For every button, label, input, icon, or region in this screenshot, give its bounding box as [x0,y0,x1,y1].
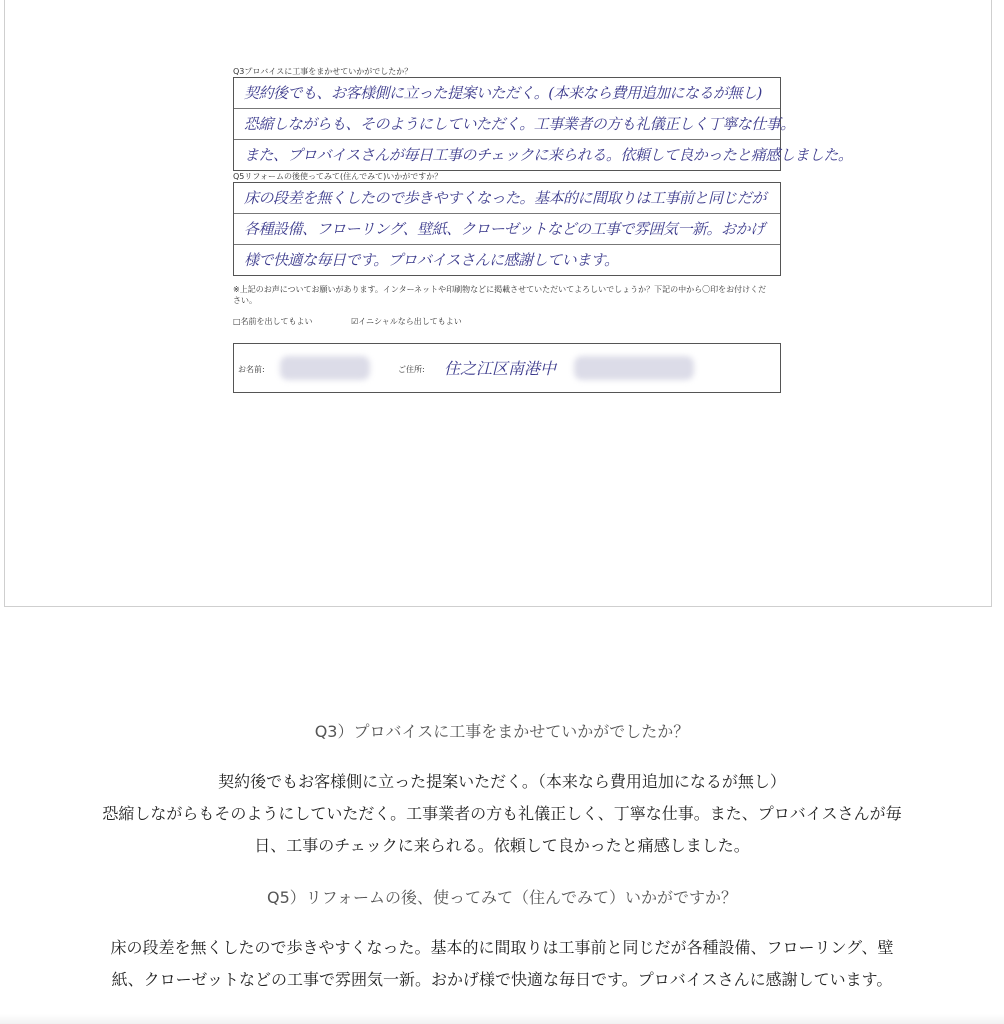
q5-answer-box [233,182,781,276]
q5-answer: 床の段差を無くしたので歩きやすくなった。基本的に間取りは工事前と同じだが各種設備、フローリング、壁 紙、クローゼットなどの工事で雰囲気一新。おかげ様で快適な毎日です。プロバイスさんに感謝しています。 [110,938,894,989]
handwritten-line: 恐縮しながらも、そのようにしていただく。工事業者の方も礼儀正しく丁寧な仕事。 [234,109,780,140]
scanned-form-frame [4,0,992,607]
handwritten-line: 各種設備、フローリング、壁紙、クローゼットなどの工事で雰囲気一新。おかげ [234,214,780,245]
handwritten-line: また、プロバイスさんが毎日工事のチェックに来られる。依頼して良かったと痛感しました。 [244,146,853,164]
testimonial-article [0,712,1004,996]
handwritten-line: 様で快適な毎日です。プロバイスさんに感謝しています。 [244,251,619,269]
permission-note: ※上記のお声についてお願いがあります。インターネットや印刷物などに掲載させていただいてよろしいでしょうか？下記の中から〇印をお付けください。 [233,285,767,305]
q5-caption: Q5リフォームの後使ってみて(住んでみて)いかがですか？ [233,172,443,181]
bottom-fade [0,1014,1004,1024]
q3-answer: 契約後でもお客様側に立った提案いただく。（本来なら費用追加になるが無し） 恐縮しながらもそのようにしていただく。工事業者の方も礼儀正しく、丁寧な仕事。また、プロバイスさんが毎 日、工事のチェックに来られる。依頼して良かったと痛感しました。 [102,772,902,855]
handwritten-line: 契約後でも、お客様側に立った提案いただく。(本来なら費用追加になるが無し) [234,78,780,109]
handwritten-line: 床の段差を無くしたので歩きやすくなった。基本的に間取りは工事前と同じだが [234,183,780,214]
address-label: ご住所: [398,365,425,374]
blurred-name [280,356,370,380]
address-value: 住之江区南港中 [444,359,557,378]
questionnaire-scan [233,66,853,393]
q3-heading: Q3）プロバイスに工事をまかせていかがでしたか？ [314,722,690,741]
permission-options [233,316,781,327]
option-initial-ok: ☑イニシャルなら出してもよい [351,317,462,326]
q3-answer-box [233,77,853,171]
name-label: お名前: [238,365,265,374]
name-address-box [233,343,781,393]
blurred-address [574,356,694,380]
q3-caption: Q3プロバイスに工事をまかせていかがでしたか？ [233,67,413,76]
q5-heading: Q5）リフォームの後、使ってみて（住んでみて）いかがですか？ [267,888,737,907]
option-name-ok: □名前を出してもよい [233,317,313,326]
